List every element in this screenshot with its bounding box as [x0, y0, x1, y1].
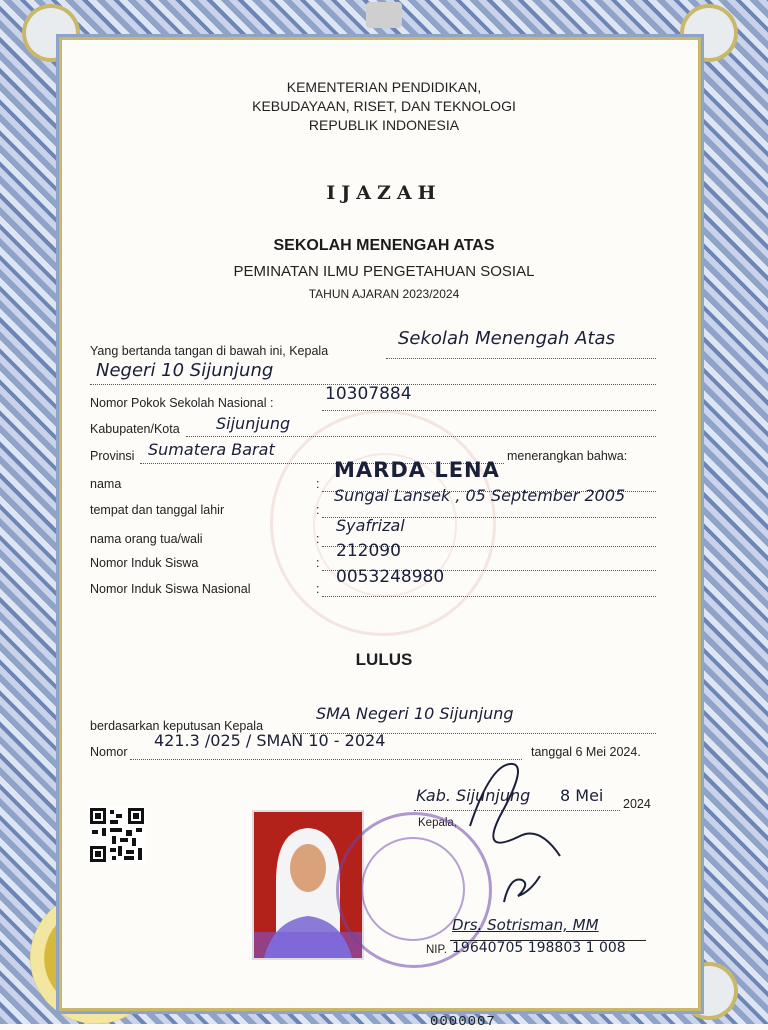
- ministry-line-3: REPUBLIK INDONESIA: [308, 117, 460, 133]
- decision-label: berdasarkan keputusan Kepala: [90, 719, 264, 733]
- garuda-emblem: [366, 2, 402, 28]
- nis-label: Nomor Induk Siswa: [90, 556, 199, 570]
- parent-value: Syafrizal: [336, 516, 405, 535]
- birth-value: Sungai Lansek , 05 September 2005: [334, 486, 626, 505]
- school-name-line-2: Negeri 10 Sijunjung: [96, 360, 274, 381]
- regency-label: Kabupaten/Kota: [90, 422, 180, 436]
- nip-label: NIP.: [426, 944, 447, 956]
- nip-value: 19640705 198803 1 008: [452, 940, 626, 956]
- sign-year: 2024: [623, 797, 651, 811]
- npsn-value: 10307884: [325, 384, 412, 404]
- province-value: Sumatera Barat: [148, 440, 275, 459]
- major: PEMINATAN ILMU PENGETAHUAN SOSIAL: [233, 263, 535, 280]
- dotted-line: [386, 358, 656, 359]
- principal-label: Yang bertanda tangan di bawah ini, Kepala: [90, 344, 329, 358]
- document-title: IJAZAH: [326, 182, 442, 204]
- colon: :: [316, 532, 320, 546]
- province-label: Provinsi: [90, 449, 135, 463]
- ministry-line-2: KEBUDAYAAN, RISET, DAN TEKNOLOGI: [252, 98, 516, 114]
- sign-place: Kab. Sijunjung: [416, 786, 531, 805]
- initial-signature: [500, 872, 550, 908]
- principal-name: Drs. Sotrisman, MM: [452, 916, 599, 934]
- sign-title: Kepala,: [418, 817, 458, 829]
- decision-date: tanggal 6 Mei 2024.: [531, 745, 641, 759]
- decision-school: SMA Negeri 10 Sijunjung: [316, 704, 514, 723]
- nisn-label: Nomor Induk Siswa Nasional: [90, 582, 251, 596]
- colon: :: [316, 503, 320, 517]
- student-name: MARDA LENA: [334, 458, 500, 482]
- nisn-value: 0053248980: [336, 567, 445, 587]
- states-label: menerangkan bahwa:: [507, 449, 628, 463]
- colon: :: [316, 582, 320, 596]
- dotted-line: [322, 410, 656, 411]
- ministry-heading: [0, 78, 768, 135]
- decision-number: 421.3 /025 / SMAN 10 - 2024: [154, 731, 386, 750]
- school-name-line-1: Sekolah Menengah Atas: [398, 328, 615, 349]
- colon: :: [316, 477, 320, 491]
- dotted-line: [186, 436, 656, 437]
- regency-value: Sijunjung: [216, 414, 291, 433]
- parent-label: nama orang tua/wali: [90, 532, 203, 546]
- academic-year: TAHUN AJARAN 2023/2024: [308, 287, 460, 301]
- colon: :: [316, 556, 320, 570]
- sign-date: 8 Mei: [560, 786, 604, 805]
- number-label: Nomor: [90, 745, 128, 759]
- nis-value: 212090: [336, 541, 401, 561]
- dotted-line: [322, 596, 656, 597]
- birth-label: tempat dan tanggal lahir: [90, 503, 225, 517]
- npsn-label: Nomor Pokok Sekolah Nasional :: [90, 396, 274, 410]
- ministry-line-1: KEMENTERIAN PENDIDIKAN,: [286, 79, 482, 95]
- school-type: SEKOLAH MENENGAH ATAS: [273, 237, 495, 254]
- result-status: LULUS: [355, 650, 413, 669]
- name-label: nama: [90, 477, 122, 491]
- serial-number: 0000007: [430, 1014, 496, 1030]
- principal-signature: [440, 756, 580, 876]
- qr-code: [88, 806, 146, 864]
